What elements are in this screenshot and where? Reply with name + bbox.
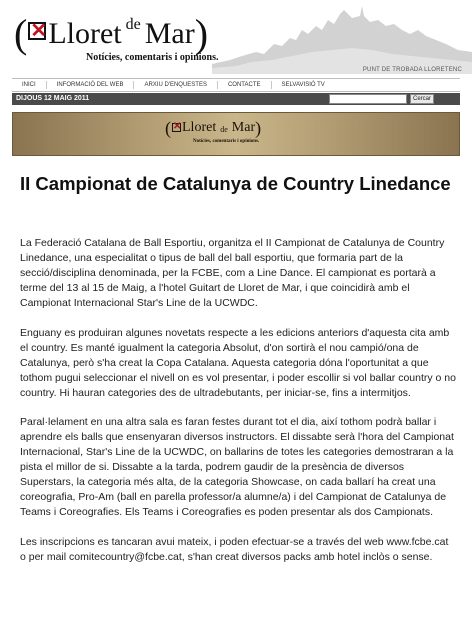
banner-logo-word: Lloret <box>182 120 217 135</box>
logo-mar: Mar <box>144 17 195 50</box>
banner-logo <box>165 119 265 147</box>
banner-logo-mar: Mar <box>231 120 256 135</box>
banner-image <box>12 112 460 156</box>
banner-tagline: Notícies, comentaris i opinions. <box>193 139 260 144</box>
banner-paren-left: ( <box>165 118 171 138</box>
punt-de-trobada: PUNT DE TROBADA LLORETENC <box>362 67 462 73</box>
nav-item-informacio[interactable]: INFORMACIÓ DEL WEB <box>47 81 135 89</box>
article-title: II Campionat de Catalunya de Country Linedance <box>20 173 451 194</box>
nav-item-contacte[interactable]: CONTACTE <box>218 81 272 89</box>
town-skyline-illustration <box>212 0 472 74</box>
ballot-box-icon: ✕ <box>30 20 48 42</box>
banner-ballot-box-icon: ✕ <box>173 121 182 132</box>
article-paragraph: Paral·lelament en una altra sala es faran festes durant tot el dia, així tothom podrà ballar i aprendre els balls que ensenyaran diversos instructors. El dissabte serà l'hora del Campionat Internacional, Star's Line de la UCWDC, on ballarins de totes les categories demostraran a la pista el millor de si. Dissabte a la tarda, podrem gaudir de la presència de diversos Superstars, la categoria més alta, de la categoria Showcase, on cada ballarí ha creat una coreografia, Pro-Am (ball en parella professor/a alumne/a) i del Campionat de Catalunya de Teams i Coreografies. Els Teams i Coreografies es poden presentar als dos Campionats. <box>20 416 454 518</box>
main-nav <box>12 78 460 92</box>
article-body <box>20 236 456 579</box>
nav-item-selvavisio[interactable]: SELVAVISIÓ TV <box>281 82 325 88</box>
banner-paren-right: ) <box>255 118 262 138</box>
article-paragraph: Enguany es produiran algunes novetats respecte a les edicions anteriors d'aquesta cita amb el country. Es manté igualment la categoria Absolut, d'on sortirà el nou campió/ona de Catalunya, però s'ha creat la Copa Catalana. Aquesta categoria dóna l'oportunitat a que tothom pugui seleccionar el nivell on es vol presentar, i poder escollir si vol ballar country o no country. Hi hauran categories des de ultradebutants, per iniciar-se, fins a intermitjos. <box>20 326 456 399</box>
search-input[interactable] <box>329 94 407 104</box>
nav-item-inici[interactable]: INICI <box>12 81 47 89</box>
banner-logo-de: de <box>220 125 228 134</box>
article-paragraph: La Federació Catalana de Ball Esportiu, organitza el II Campionat de Catalunya de Country Linedance, una especialitat o tipus de ball del ball esportiu, que formaria part de la secció/disciplina denominada, per la FCBE, com a Line Dance. El campionat es portarà a terme del 13 al 15 de Maig, a l'hotel Guitart de Lloret de Mar, i que coincidirà amb el Campionat Internacional Star's Line de la UCWDC. <box>20 237 445 309</box>
logo-paren-right: ) <box>194 11 209 56</box>
article-paragraph: Les inscripcions es tancaran avui mateix, i poden efectuar-se a través del web www.fcbe.cat o per mail comitecountry@fcbe.cat, s'han creat diversos packs amb hotel inclòs o sense. <box>20 535 449 563</box>
site-header <box>0 0 472 74</box>
nav-item-arxiu[interactable]: ARXIU D'ENQUESTES <box>134 81 218 89</box>
logo-word: Lloret <box>48 17 122 50</box>
logo-paren-left: ( <box>14 11 28 56</box>
search-button[interactable]: Cercar <box>410 94 434 104</box>
site-tagline: Notícies, comentaris i opinions. <box>86 52 219 63</box>
logo-de: de <box>125 16 141 33</box>
date-search-bar <box>12 93 460 105</box>
site-logo[interactable] <box>14 11 209 56</box>
current-date: DIJOUS 12 MAIG 2011 <box>16 95 90 102</box>
